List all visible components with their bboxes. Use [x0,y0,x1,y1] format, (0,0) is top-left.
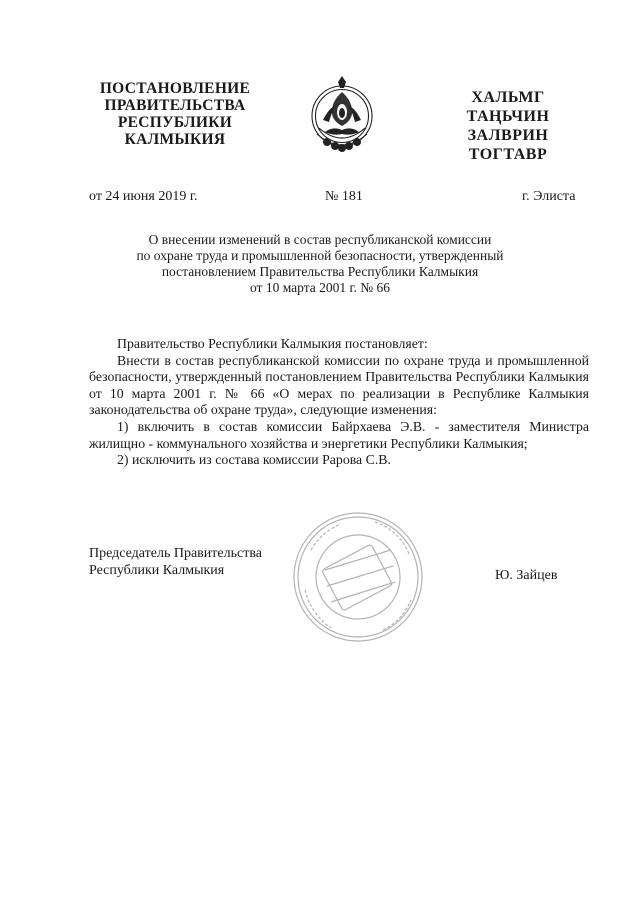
document-number: № 181 [325,189,363,204]
header-left-title [86,80,264,148]
official-stamp-icon [291,510,425,644]
title-line: по охране труда и промышленной безопасности, утвержденный [136,248,504,263]
header-right-line: ЗАЛВРИН [467,127,549,144]
header-right-line: ХАЛЬМГ [471,89,545,106]
header-right-title [448,88,568,164]
title-line: постановлением Правительства Республики Калмыкия [161,264,479,279]
header-left-line: ПРАВИТЕЛЬСТВА [104,97,246,114]
state-emblem-icon [305,76,379,160]
signatory-title-line: Председатель Правительства [89,546,262,561]
header-left-line: ПОСТАНОВЛЕНИЕ [99,80,251,97]
title-line: от 10 марта 2001 г. № 66 [249,280,391,295]
body-paragraph: 1) включить в состав комиссии Байрхаева Э.В. - заместителя Министра жилищно - коммунального хозяйства и энергетики Республики Калмыкия; [89,418,589,451]
body-paragraph: Правительство Республики Калмыкия постановляет: [117,336,428,351]
signatory-name: Ю. Зайцев [495,568,558,583]
document-date: от 24 июня 2019 г. [89,189,198,204]
document-body [89,336,589,469]
document-title [95,232,545,296]
header-right-line: ТОГТАВР [468,146,548,163]
signatory-title-line: Республики Калмыкия [89,563,225,578]
header-left-line: КАЛМЫКИЯ [124,131,226,148]
body-paragraph: Внести в состав республиканской комиссии по охране труда и промышленной безопасности, утвержденный постановлением Правительства Республики Калмыкия от 10 марта 2001 г. № 66 «О мерах по реализации в Республике Калмыкия законодательства об охране труда», следующие изменения: [89,352,589,418]
body-paragraph: 2) исключить из состава комиссии Рарова С.В. [117,452,391,468]
title-line: О внесении изменений в состав республиканской комиссии [148,232,492,247]
header-left-line: РЕСПУБЛИКИ [117,114,233,131]
header-right-line: ТАҢЬЧИН [466,108,550,125]
signatory-title [89,545,262,579]
document-city: г. Элиста [522,189,576,204]
